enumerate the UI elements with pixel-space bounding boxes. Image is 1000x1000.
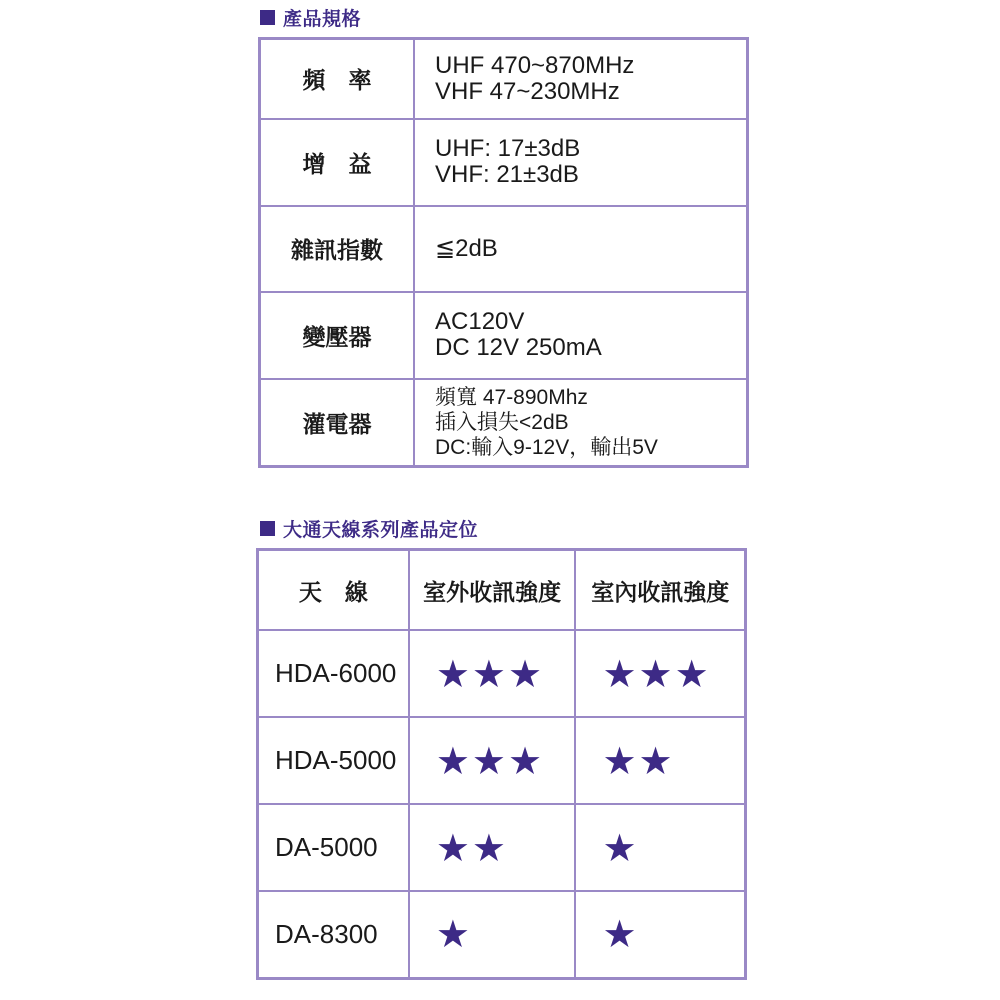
spec-value-line: UHF 470~870MHz [435,51,635,79]
spec-value-line: VHF 47~230MHz [435,77,620,105]
outdoor-rating [409,804,576,891]
spec-row-noise [260,206,748,292]
spec-value [414,119,748,206]
header-indoor: 室內收訊強度 [575,550,745,631]
lineup-header-row [258,550,746,631]
spec-value [414,379,748,467]
model-name: DA-5000 [258,804,409,891]
spec-row-frequency [260,39,748,119]
spec-label: 灌電器 [260,379,415,467]
spec-table [258,37,749,468]
star-icon: ★ [435,912,472,957]
spec-value [414,39,748,119]
spec-row-gain [260,119,748,206]
section-title-specs [260,4,361,31]
spec-value-line: AC120V [435,308,525,335]
spec-value [414,292,748,379]
outdoor-rating [409,891,576,978]
section-title-text: 大通天線系列產品定位 [283,519,479,541]
star-icon: ★★★ [602,651,711,696]
square-bullet-icon [260,521,275,536]
star-icon: ★ [602,912,639,957]
spec-row-injector [260,379,748,467]
spec-value-line: UHF: 17±3dB [435,135,581,162]
model-name: HDA-6000 [258,630,409,717]
outdoor-rating [409,630,576,717]
table-row [258,891,746,978]
spec-value [414,206,748,292]
star-icon: ★★★ [435,651,545,696]
table-row [258,630,746,717]
header-antenna: 天 線 [258,550,409,631]
spec-value-line: ≦2dB [435,234,498,262]
spec-label: 增 益 [260,119,415,206]
star-icon: ★ [602,825,639,870]
lineup-table [256,548,747,980]
spec-label: 雜訊指數 [260,206,415,292]
spec-row-transformer [260,292,748,379]
star-icon: ★★ [602,738,675,783]
indoor-rating [575,804,745,891]
spec-value-line: DC:輸入9-12V，輸出5V [435,435,658,459]
indoor-rating [575,717,745,804]
square-bullet-icon [260,10,275,25]
model-name: DA-8300 [258,891,409,978]
indoor-rating [575,891,745,978]
spec-label: 變壓器 [260,292,415,379]
indoor-rating [575,630,745,717]
outdoor-rating [409,717,576,804]
table-row [258,804,746,891]
spec-value-line: VHF: 21±3dB [435,161,579,188]
header-outdoor: 室外收訊強度 [409,550,576,631]
section-title-text: 產品規格 [283,8,362,30]
section-title-lineup [260,515,478,542]
spec-value-line: DC 12V 250mA [435,334,602,361]
model-name: HDA-5000 [258,717,409,804]
star-icon: ★★ [435,825,508,870]
star-icon: ★★★ [435,738,545,783]
spec-label: 頻 率 [260,39,415,119]
table-row [258,717,746,804]
spec-value-line: 頻寬 47-890Mhz [435,385,588,409]
spec-value-line: 插入損失<2dB [435,410,569,434]
